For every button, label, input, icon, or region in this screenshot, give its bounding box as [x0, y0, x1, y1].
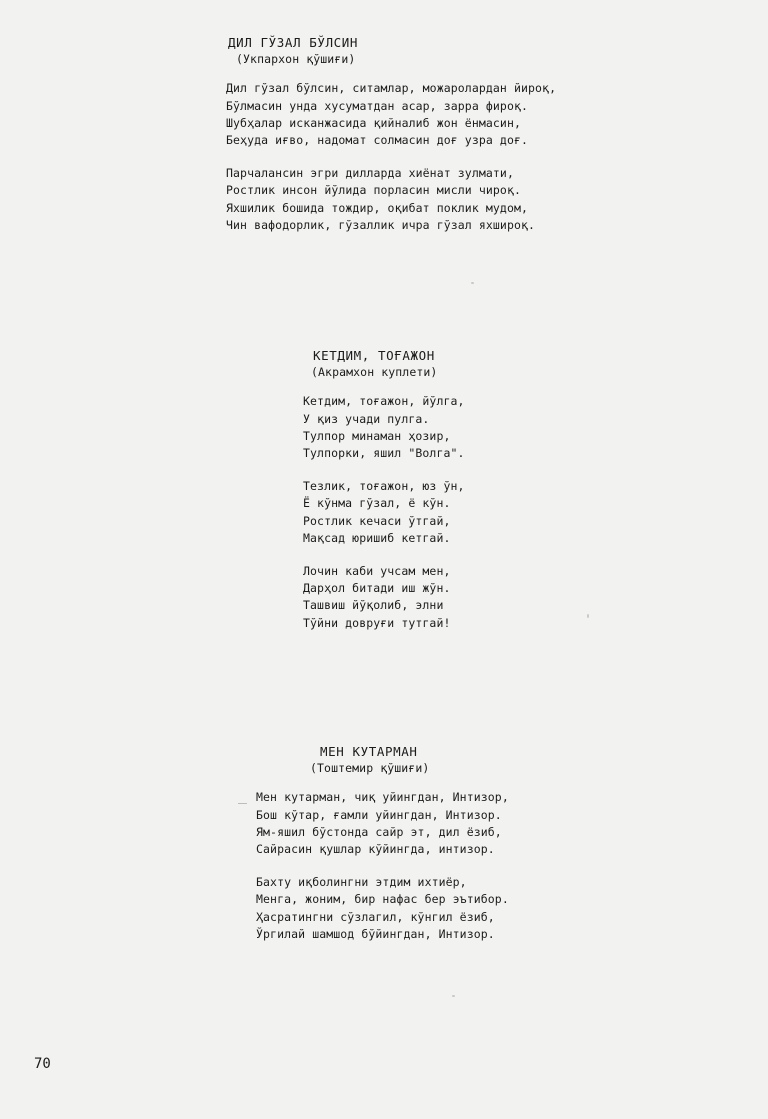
poem-line: У қиз учади пулга.: [303, 411, 430, 426]
poem-ketdim-togajon: [303, 347, 465, 632]
poem-line: Сайрасин қушлар кўйингда, интизор.: [256, 842, 495, 857]
poem-subtitle: (Укпархон қўшиғи): [236, 52, 356, 67]
poem-line: Мақсад юришиб кетгай.: [303, 530, 451, 545]
poem-line: Ям-яшил бўстонда сайр эт, дил ёзиб,: [256, 824, 502, 839]
poem-line: Ростлик инсон йўлида порласин мисли чироқ.: [226, 183, 521, 198]
poem-line: Бахту иқболингни этдим ихтиёр,: [256, 875, 467, 890]
poem-line: Парчалансин эгри дилларда хиёнат зулмати,: [226, 166, 514, 181]
poem-subtitle: (Тоштемир қўшиғи): [310, 761, 430, 776]
scan-speck: [452, 995, 455, 997]
poem-subtitle: (Акрамхон куплети): [311, 365, 438, 380]
poem-line: Ё кўнма гўзал, ё кўн.: [303, 496, 451, 511]
poem-line: Ростлик кечаси ўтгай,: [303, 513, 451, 528]
stanza: [303, 563, 465, 632]
poem-line: Ўргилай шамшод бўйингдан, Интизор.: [256, 926, 495, 941]
page-number: 70: [34, 1056, 51, 1072]
poem-line: Бош кўтар, ғамли уйингдан, Интизор.: [256, 807, 502, 822]
stanza: [303, 478, 465, 547]
poem-line: Дил гўзал бўлсин, ситамлар, можаролардан йироқ,: [226, 81, 557, 96]
poem-title: КЕТДИМ, ТОҒАЖОН: [313, 348, 435, 363]
scan-speck: [587, 614, 589, 618]
poem-line: Шубҳалар исканжасида қийналиб жон ёнмасин,: [226, 115, 521, 130]
poem-line: Лочин каби учсам мен,: [303, 564, 451, 579]
poem-line: Тўйни довруғи тутгай!: [303, 615, 451, 630]
poem-line: Кетдим, тоғажон, йўлга,: [303, 394, 465, 409]
poem-line: Тулпор минаман ҳозир,: [303, 428, 451, 443]
poem-line: Тулпорки, яшил "Волга".: [303, 446, 465, 461]
poem-line: Бўлмасин унда хусуматдан асар, зарра фироқ.: [226, 98, 529, 113]
poem-line: Менга, жоним, бир нафас бер эътибор.: [256, 892, 509, 907]
poem-line: Тезлик, тоғажон, юз ўн,: [303, 479, 465, 494]
poem-men-kutarman: [256, 743, 509, 943]
stanza: [226, 165, 556, 234]
stanza: [256, 789, 509, 858]
poem-line: Яхшилик бошида тождир, оқибат поклик мудом,: [226, 200, 529, 215]
poem-title: ДИЛ ГЎЗАЛ БЎЛСИН: [228, 35, 359, 50]
poem-line: Ҳасратингни сўзлагил, кўнгил ёзиб,: [256, 909, 495, 924]
poem-title: МЕН КУТАРМАН: [320, 744, 418, 759]
scan-speck: [238, 803, 247, 804]
poem-line: Дарҳол битади иш жўн.: [303, 581, 451, 596]
stanza: [303, 393, 465, 462]
stanza: [226, 80, 556, 149]
poem-line: Мен кутарман, чиқ уйингдан, Интизор,: [256, 790, 509, 805]
scan-speck: [471, 282, 474, 284]
stanza: [256, 874, 509, 943]
poem-line: Беҳуда иғво, надомат солмасин доғ узра доғ.: [226, 133, 529, 148]
poem-dil-guzal-bulsin: [226, 34, 556, 234]
poem-line: Ташвиш йўқолиб, элни: [303, 598, 444, 613]
poem-line: Чин вафодорлик, гўзаллик ичра гўзал яхшироқ.: [226, 217, 536, 232]
